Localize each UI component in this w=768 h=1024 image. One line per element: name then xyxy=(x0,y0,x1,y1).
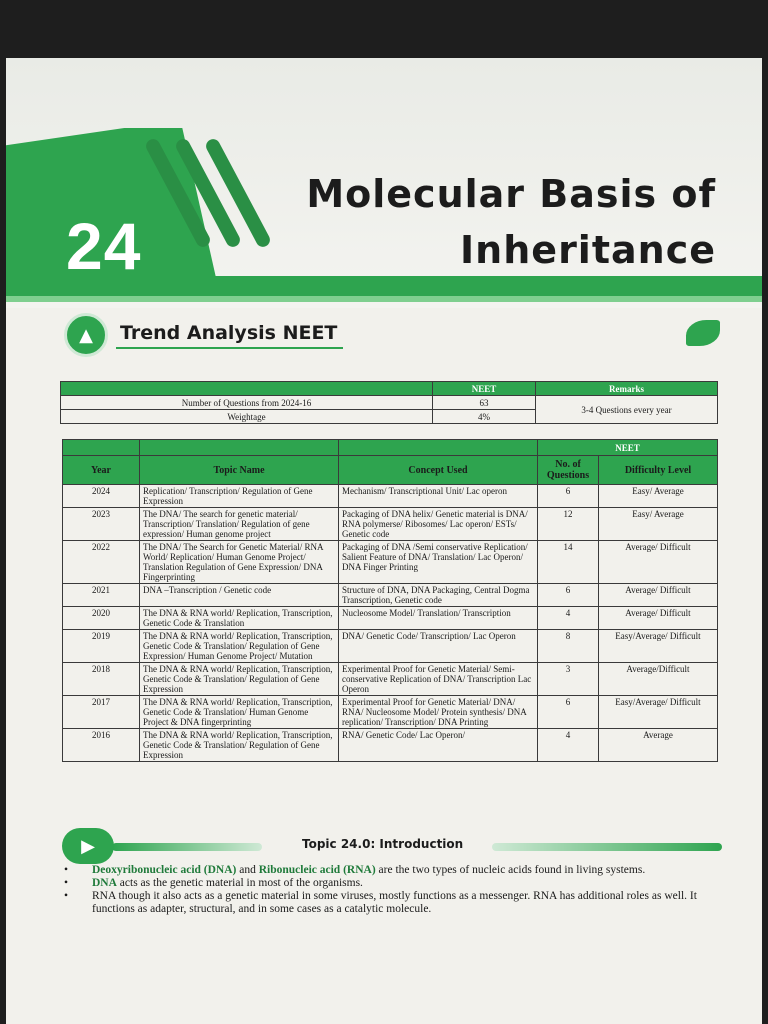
list-item xyxy=(64,877,724,890)
chapter-title-line1: Molecular Basis of xyxy=(306,172,716,216)
cell-difficulty: Average/ Difficult xyxy=(599,541,718,584)
cell-concept: RNA/ Genetic Code/ Lac Operon/ xyxy=(339,729,538,762)
table-row xyxy=(63,630,718,663)
cell-topic: DNA –Transcription / Genetic code xyxy=(140,584,339,607)
text: and xyxy=(236,864,259,876)
cell-difficulty: Average xyxy=(599,729,718,762)
cell-year: 2017 xyxy=(63,696,140,729)
trend-analysis-heading xyxy=(64,313,343,357)
group-blank xyxy=(339,440,538,456)
summary-table xyxy=(60,381,718,424)
summary-remark: 3-4 Questions every year xyxy=(536,396,718,424)
cell-concept: Experimental Proof for Genetic Material/ DNA/ RNA/ Nucleosome Model/ Protein synthesis/ DNA replication/ Transcription/ DNA Printing xyxy=(339,696,538,729)
cell-topic: The DNA & RNA world/ Replication, Transcription, Genetic Code & Translation/ Regulation of Gene Expression xyxy=(140,663,339,696)
heading-rule xyxy=(492,843,722,851)
cell-year: 2018 xyxy=(63,663,140,696)
cell-topic: The DNA/ The Search for Genetic Material/ RNA World/ Replication/ Human Genome Project/ Translation Regulation of Gene Expression/ DNA Fingerprinting xyxy=(140,541,339,584)
summary-header-blank xyxy=(61,382,433,396)
summary-row-value: 63 xyxy=(433,396,536,410)
cell-questions: 14 xyxy=(538,541,599,584)
topic-title: Topic 24.0: Introduction xyxy=(302,837,464,851)
cell-difficulty: Average/Difficult xyxy=(599,663,718,696)
cell-topic: The DNA & RNA world/ Replication, Transcription, Genetic Code & Translation/ Regulation of Gene Expression xyxy=(140,729,339,762)
cell-year: 2020 xyxy=(63,607,140,630)
text: acts as the genetic material in most of the organisms. xyxy=(116,877,363,889)
cell-concept: Packaging of DNA /Semi conservative Replication/ Salient Feature of DNA/ Translation/ Lac Operon/ DNA Finger Printing xyxy=(339,541,538,584)
cell-difficulty: Average/ Difficult xyxy=(599,607,718,630)
cell-questions: 6 xyxy=(538,485,599,508)
cell-year: 2022 xyxy=(63,541,140,584)
cell-topic: The DNA & RNA world/ Replication, Transcription, Genetic Code & Translation xyxy=(140,607,339,630)
table-row xyxy=(63,663,718,696)
cell-year: 2019 xyxy=(63,630,140,663)
cell-year: 2016 xyxy=(63,729,140,762)
group-blank xyxy=(140,440,339,456)
header-difficulty: Difficulty Level xyxy=(599,456,718,485)
heading-rule xyxy=(112,843,262,851)
list-item: • RNA though it also acts as a genetic material in some viruses, mostly functions as a messenger. RNA has additional roles as well. It functions as adapter, structural, and in some cases as a catalytic molecule. xyxy=(64,890,724,916)
term-rna: Ribonucleic acid (RNA) xyxy=(258,864,376,876)
table-row xyxy=(63,607,718,630)
intro-bullets xyxy=(64,864,724,916)
header-topic: Topic Name xyxy=(140,456,339,485)
chart-icon: ▲ xyxy=(64,313,108,357)
chapter-number: 24 xyxy=(66,209,142,283)
cell-difficulty: Easy/Average/ Difficult xyxy=(599,630,718,663)
header-concept: Concept Used xyxy=(339,456,538,485)
cell-questions: 4 xyxy=(538,607,599,630)
summary-header-neet: NEET xyxy=(433,382,536,396)
trend-analysis-label: Trend Analysis NEET xyxy=(116,322,343,349)
megaphone-icon: ▶ xyxy=(62,828,114,864)
leaf-icon xyxy=(686,320,720,346)
cell-topic: The DNA & RNA world/ Replication, Transcription, Genetic Code & Translation/ Human Genome Project & DNA fingerprinting xyxy=(140,696,339,729)
cell-questions: 8 xyxy=(538,630,599,663)
chapter-header xyxy=(6,58,762,308)
cell-concept: DNA/ Genetic Code/ Transcription/ Lac Operon xyxy=(339,630,538,663)
cell-questions: 4 xyxy=(538,729,599,762)
table-row xyxy=(63,541,718,584)
header-band-light xyxy=(6,296,762,302)
textbook-page xyxy=(6,58,762,1024)
cell-questions: 3 xyxy=(538,663,599,696)
cell-questions: 12 xyxy=(538,508,599,541)
cell-concept: Nucleosome Model/ Translation/ Transcription xyxy=(339,607,538,630)
cell-concept: Experimental Proof for Genetic Material/ Semi-conservative Replication of DNA/ Transcription Lac Operon xyxy=(339,663,538,696)
summary-header-remarks: Remarks xyxy=(536,382,718,396)
cell-questions: 6 xyxy=(538,696,599,729)
table-row xyxy=(63,696,718,729)
cell-year: 2024 xyxy=(63,485,140,508)
cell-concept: Structure of DNA, DNA Packaging, Central Dogma Transcription, Genetic code xyxy=(339,584,538,607)
topic-heading xyxy=(62,828,722,864)
cell-concept: Mechanism/ Transcriptional Unit/ Lac operon xyxy=(339,485,538,508)
header-year: Year xyxy=(63,456,140,485)
cell-questions: 6 xyxy=(538,584,599,607)
list-item xyxy=(64,864,724,877)
cell-topic: The DNA & RNA world/ Replication, Transcription, Genetic Code & Translation/ Regulation of Gene Expression/ Human Genome Project/ Mutation xyxy=(140,630,339,663)
cell-difficulty: Easy/ Average xyxy=(599,485,718,508)
group-header-neet: NEET xyxy=(538,440,718,456)
term-dna: Deoxyribonucleic acid (DNA) xyxy=(92,864,237,876)
cell-year: 2021 xyxy=(63,584,140,607)
trend-table xyxy=(62,439,718,762)
table-row xyxy=(63,584,718,607)
cell-year: 2023 xyxy=(63,508,140,541)
cell-difficulty: Easy/ Average xyxy=(599,508,718,541)
chapter-title xyxy=(306,166,716,278)
chapter-title-line2: Inheritance xyxy=(460,228,716,272)
header-questions: No. of Questions xyxy=(538,456,599,485)
table-row xyxy=(63,729,718,762)
term-dna: DNA xyxy=(92,877,117,889)
cell-difficulty: Easy/Average/ Difficult xyxy=(599,696,718,729)
text: are the two types of nucleic acids found in living systems. xyxy=(375,864,646,876)
table-row xyxy=(63,485,718,508)
cell-difficulty: Average/ Difficult xyxy=(599,584,718,607)
summary-row-value: 4% xyxy=(433,410,536,424)
table-row xyxy=(63,508,718,541)
summary-row-label: Weightage xyxy=(61,410,433,424)
cell-topic: Replication/ Transcription/ Regulation of Gene Expression xyxy=(140,485,339,508)
group-blank xyxy=(63,440,140,456)
summary-row-label: Number of Questions from 2024-16 xyxy=(61,396,433,410)
cell-concept: Packaging of DNA helix/ Genetic material is DNA/ RNA polymerse/ Ribosomes/ Lac operon/ ESTs/ Genetic code xyxy=(339,508,538,541)
cell-topic: The DNA/ The search for genetic material/ Transcription/ Translation/ Regulation of gene expression/ Human genome project xyxy=(140,508,339,541)
